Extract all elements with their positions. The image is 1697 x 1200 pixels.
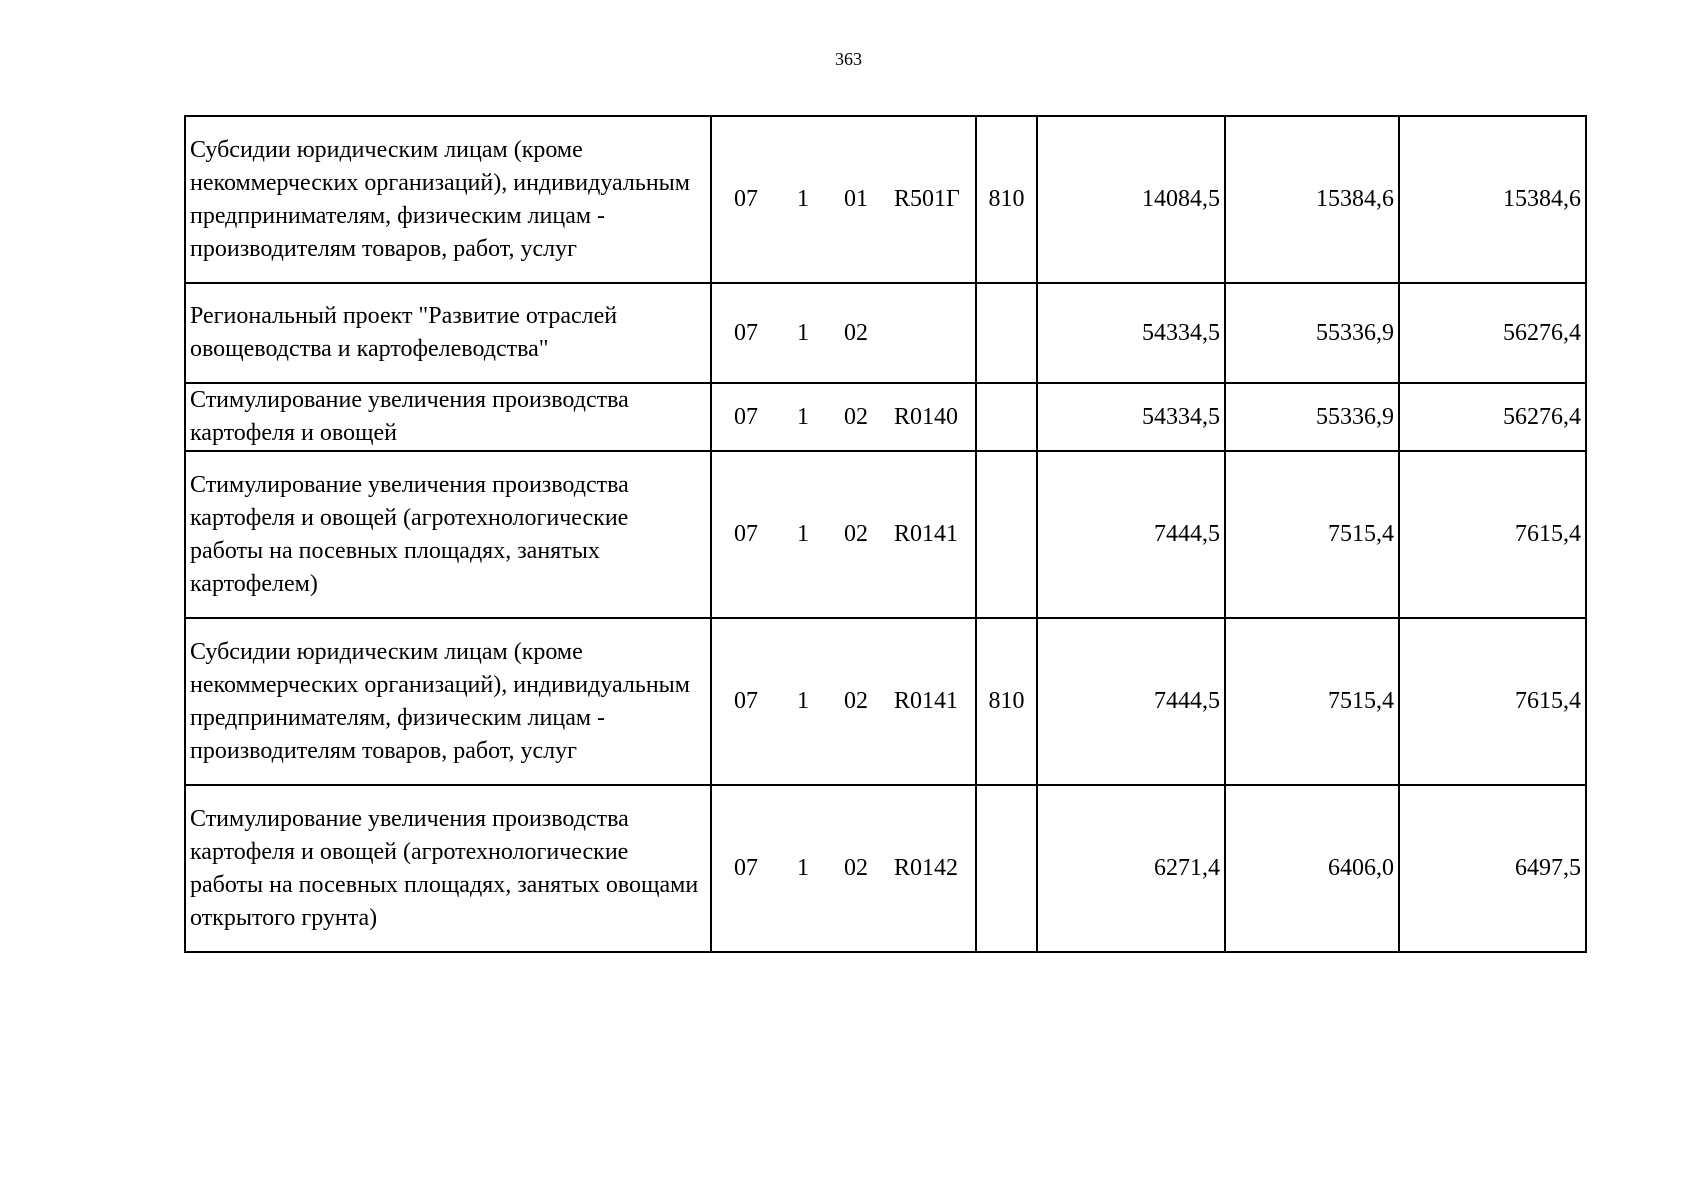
row-codes-cell [711, 451, 976, 618]
amount-year1-cell: 6271,4 [1037, 785, 1225, 952]
row-codes-cell [711, 383, 976, 451]
direction-code: R0141 [894, 688, 959, 714]
row-name-cell: Субсидии юридическим лицам (кроме некоммерческих организаций), индивидуальным предпринимателям, физическим лицам - производителям товаров, работ, услуг [185, 116, 711, 283]
direction-code: R0142 [894, 855, 959, 881]
table-row [185, 283, 1586, 383]
amount-year2-cell: 15384,6 [1225, 116, 1399, 283]
budget-table [184, 115, 1587, 953]
row-codes-cell [711, 785, 976, 952]
row-codes-cell [711, 283, 976, 383]
expense-type-cell [976, 283, 1037, 383]
subprogram-code: 1 [797, 186, 809, 212]
amount-year3-cell: 56276,4 [1399, 383, 1586, 451]
amount-year1-cell: 54334,5 [1037, 383, 1225, 451]
amount-year2-cell: 55336,9 [1225, 383, 1399, 451]
event-code: 01 [844, 186, 868, 212]
subprogram-code: 1 [797, 319, 809, 346]
expense-type-cell [976, 785, 1037, 952]
expense-type-cell: 810 [976, 618, 1037, 785]
program-code: 07 [734, 688, 758, 714]
event-code: 02 [844, 688, 868, 714]
page-number: 363 [835, 49, 862, 69]
row-name-cell: Стимулирование увеличения производства картофеля и овощей (агротехнологические работы на посевных площадях, занятых картофелем) [185, 451, 711, 618]
event-code: 02 [844, 521, 868, 547]
program-code: 07 [734, 855, 758, 881]
amount-year2-cell: 6406,0 [1225, 785, 1399, 952]
table-row [185, 116, 1586, 283]
expense-type-cell [976, 383, 1037, 451]
row-codes-cell [711, 116, 976, 283]
table-row [185, 383, 1586, 451]
row-name-cell: Стимулирование увеличения производства картофеля и овощей [185, 383, 711, 451]
row-name-cell: Региональный проект "Развитие отраслей овощеводства и картофелеводства" [185, 283, 711, 383]
subprogram-code: 1 [797, 403, 809, 430]
amount-year1-cell: 14084,5 [1037, 116, 1225, 283]
row-name-cell: Субсидии юридическим лицам (кроме некоммерческих организаций), индивидуальным предпринимателям, физическим лицам - производителям товаров, работ, услуг [185, 618, 711, 785]
amount-year1-cell: 7444,5 [1037, 618, 1225, 785]
subprogram-code: 1 [797, 855, 809, 881]
table-row [185, 451, 1586, 618]
expense-type-cell [976, 451, 1037, 618]
program-code: 07 [734, 521, 758, 547]
subprogram-code: 1 [797, 688, 809, 714]
row-name-cell: Стимулирование увеличения производства картофеля и овощей (агротехнологические работы на посевных площадях, занятых овощами открытого грунта) [185, 785, 711, 952]
program-code: 07 [734, 319, 758, 346]
direction-code: R501Г [894, 186, 960, 212]
amount-year3-cell: 7615,4 [1399, 451, 1586, 618]
amount-year1-cell: 7444,5 [1037, 451, 1225, 618]
direction-code: R0140 [894, 403, 959, 430]
row-codes-cell [711, 618, 976, 785]
program-code: 07 [734, 186, 758, 212]
program-code: 07 [734, 403, 758, 430]
amount-year2-cell: 55336,9 [1225, 283, 1399, 383]
table-row [185, 785, 1586, 952]
table-row [185, 618, 1586, 785]
event-code: 02 [844, 403, 868, 430]
amount-year3-cell: 56276,4 [1399, 283, 1586, 383]
amount-year2-cell: 7515,4 [1225, 618, 1399, 785]
amount-year2-cell: 7515,4 [1225, 451, 1399, 618]
amount-year3-cell: 15384,6 [1399, 116, 1586, 283]
event-code: 02 [844, 319, 868, 346]
event-code: 02 [844, 855, 868, 881]
amount-year3-cell: 6497,5 [1399, 785, 1586, 952]
amount-year3-cell: 7615,4 [1399, 618, 1586, 785]
direction-code: R0141 [894, 521, 959, 547]
subprogram-code: 1 [797, 521, 809, 547]
amount-year1-cell: 54334,5 [1037, 283, 1225, 383]
expense-type-cell: 810 [976, 116, 1037, 283]
